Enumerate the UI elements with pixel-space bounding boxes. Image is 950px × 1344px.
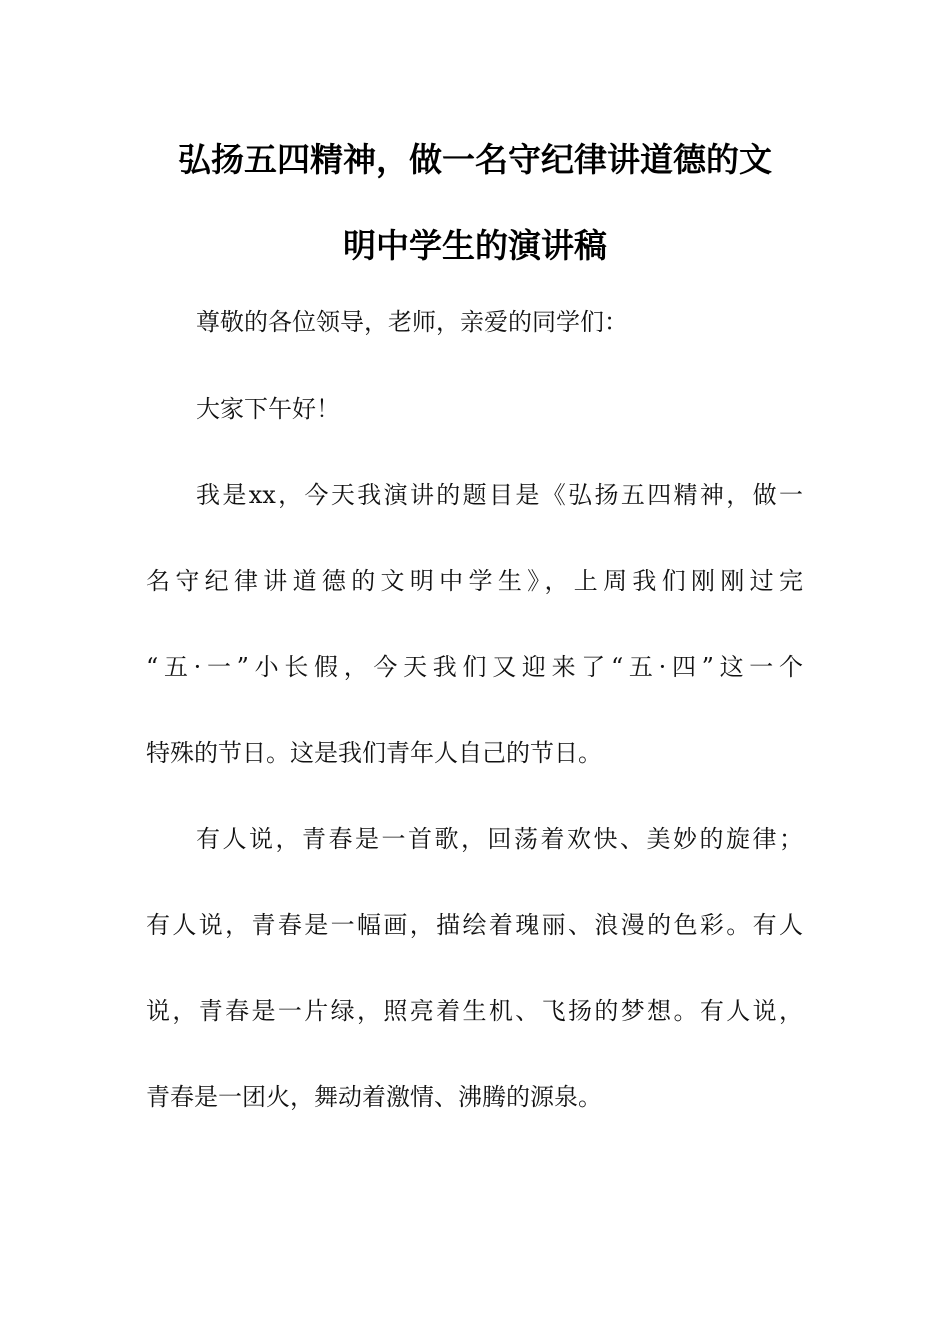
- intro-paragraph-line-4: 特殊的节日。这是我们青年人自己的节日。: [146, 739, 602, 767]
- salutation-line: 尊敬的各位领导，老师，亲爱的同学们：: [196, 308, 628, 336]
- intro-paragraph-line-3: “五·一”小长假，今天我们又迎来了“五·四”这一个: [146, 653, 803, 681]
- youth-paragraph-line-4: 青春是一团火，舞动着激情、沸腾的源泉。: [146, 1083, 602, 1111]
- intro-paragraph-line-1: 我是xx，今天我演讲的题目是《弘扬五四精神，做一: [196, 481, 803, 509]
- document-title-line-1: 弘扬五四精神，做一名守纪律讲道德的文: [178, 140, 772, 179]
- greeting-line: 大家下午好！: [196, 395, 340, 423]
- youth-paragraph-line-3: 说，青春是一片绿，照亮着生机、飞扬的梦想。有人说，: [146, 997, 803, 1025]
- document-title-line-2: 明中学生的演讲稿: [343, 226, 607, 265]
- youth-paragraph-line-1: 有人说，青春是一首歌，回荡着欢快、美妙的旋律；: [196, 825, 803, 853]
- intro-paragraph-line-2: 名守纪律讲道德的文明中学生》，上周我们刚刚过完: [146, 567, 803, 595]
- youth-paragraph-line-2: 有人说，青春是一幅画，描绘着瑰丽、浪漫的色彩。有人: [146, 911, 803, 939]
